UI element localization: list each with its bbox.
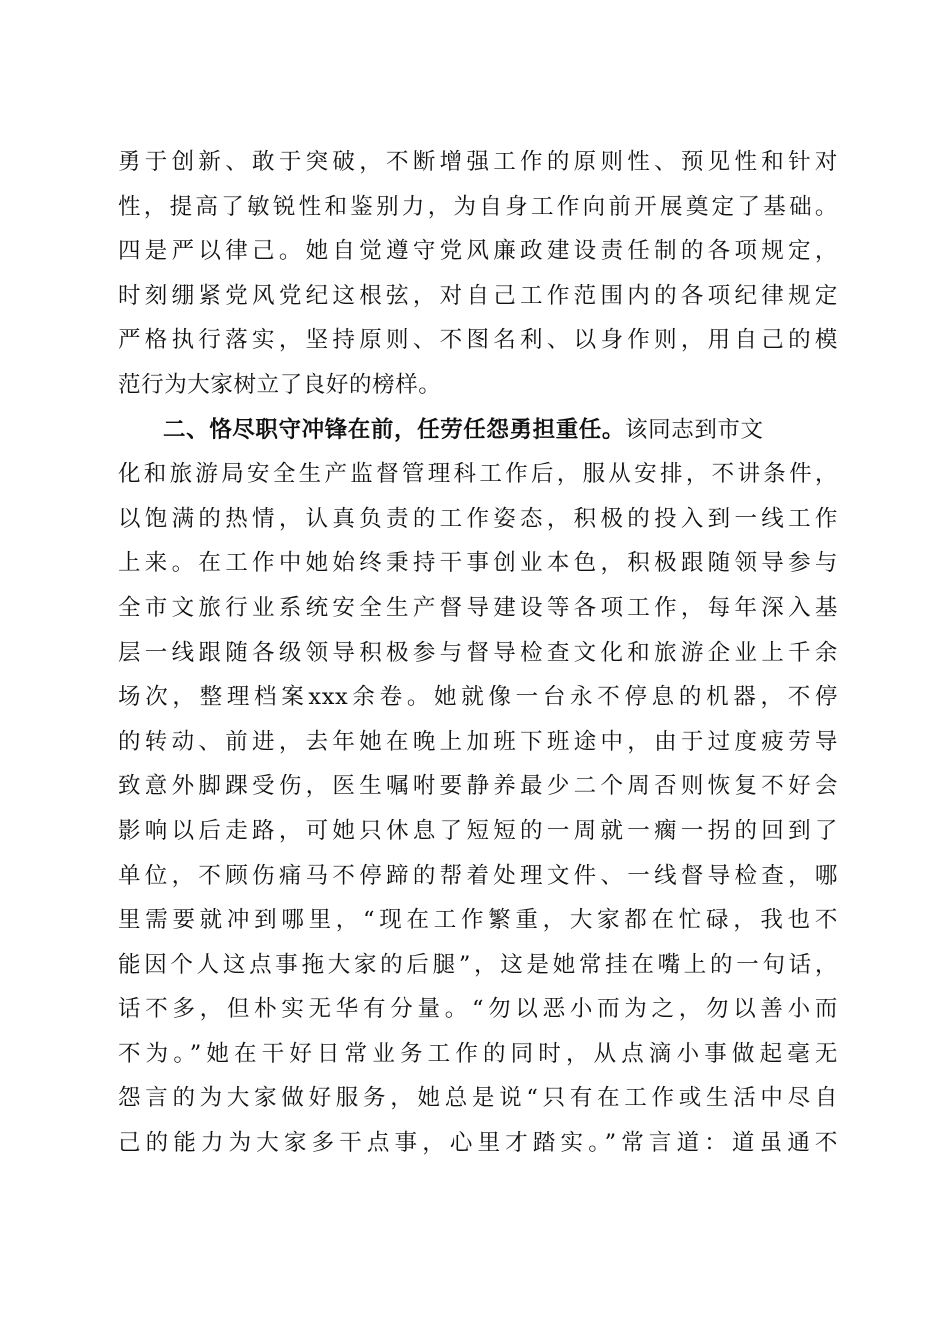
section-two-first-line (118, 408, 838, 453)
text-line: 勇于创新、敢于突破，不断增强工作的原则性、预见性和针对 (118, 149, 838, 175)
text-line: 致意外脚踝受伤，医生嘱咐要静养最少二个周否则恢复不好会 (118, 773, 838, 800)
text-line: 的转动、前进，去年她在晚上加班下班途中，由于过度疲劳导 (118, 728, 838, 755)
text-line: 化和旅游局安全生产监督管理科工作后，服从安排，不讲条件， (118, 461, 838, 488)
text-line: 以饱满的热情，认真负责的工作姿态，积极的投入到一线工作 (118, 505, 838, 532)
text-line: 范行为大家树立了良好的榜样。 (118, 371, 442, 398)
text-line: 怨言的为大家做好服务，她总是说“只有在工作或生活中尽自 (118, 1085, 838, 1112)
text-line: 影响以后走路，可她只休息了短短的一周就一瘸一拐的回到了 (118, 817, 838, 844)
text-line: 能因个人这点事拖大家的后腿”，这是她常挂在嘴上的一句话， (118, 951, 838, 978)
body-text (118, 140, 838, 1166)
section-heading: 二、恪尽职守冲锋在前，任劳任怨勇担重任。 (163, 416, 626, 443)
text-line: 场次，整理档案xxx余卷。她就像一台永不停息的机器，不停 (118, 684, 838, 711)
text-line: 里需要就冲到哪里，“现在工作繁重，大家都在忙碌，我也不 (118, 907, 838, 934)
text-line: 己的能力为大家多干点事，心里才踏实。”常言道：道虽通不 (118, 1130, 838, 1157)
section-heading-continuation: 该同志到市文 (625, 416, 764, 443)
text-line: 性，提高了敏锐性和鉴别力，为自身工作向前开展奠定了基础。 (118, 193, 838, 220)
text-line: 层一线跟随各级领导积极参与督导检查文化和旅游企业上千余 (118, 639, 838, 666)
text-line: 严格执行落实，坚持原则、不图名利、以身作则，用自己的模 (118, 327, 838, 354)
text-line: 上来。在工作中她始终秉持干事创业本色，积极跟随领导参与 (118, 550, 838, 577)
text-line: 四是严以律己。她自觉遵守党风廉政建设责任制的各项规定， (118, 238, 838, 265)
text-line: 全市文旅行业系统安全生产督导建设等各项工作，每年深入基 (118, 594, 838, 621)
text-line: 时刻绷紧党风党纪这根弦，对自己工作范围内的各项纪律规定 (118, 282, 838, 309)
text-line: 单位，不顾伤痛马不停蹄的帮着处理文件、一线督导检查，哪 (118, 862, 838, 889)
text-line: 话不多，但朴实无华有分量。“勿以恶小而为之，勿以善小而 (118, 996, 838, 1023)
text-line: 不为。”她在干好日常业务工作的同时，从点滴小事做起毫无 (118, 1040, 838, 1067)
